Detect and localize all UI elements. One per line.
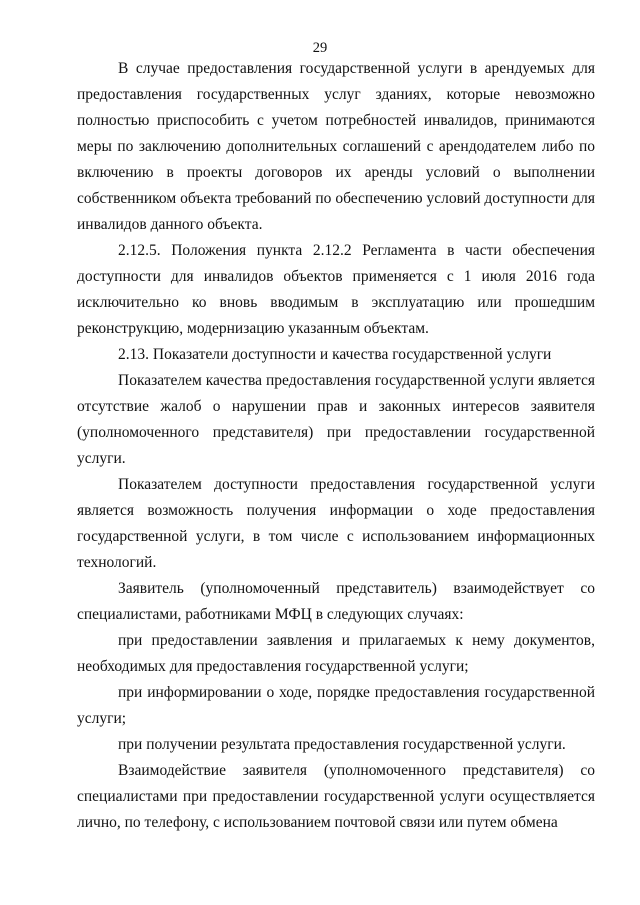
paragraph-2-12-5: 2.12.5. Положения пункта 2.12.2 Регламента в части обеспечения доступности для инвалидов объектов применяется с 1 июля 2016 года исключительно ко вновь вводимым в эксплуатацию или прошедшим реконструкцию, модернизацию указанным объектам.	[77, 242, 595, 337]
paragraph-leased-buildings: В случае предоставления государственной услуги в арендуемых для предоставления государственных услуг зданиях, которые невозможно полностью приспособить с учетом потребностей инвалидов, принимаются меры по заключению дополнительных соглашений с арендодателем либо по включению в проекты договоров их аренды условий о выполнении собственником объекта требований по обеспечению условий доступности для инвалидов данного объекта.	[77, 60, 595, 233]
paragraph-accessibility-indicator: Показателем доступности предоставления государственной услуги является возможность получения информации о ходе предоставления государственной услуги, в том числе с использованием информационных технологий.	[77, 476, 595, 571]
document-body	[77, 56, 595, 836]
page-number: 29	[312, 40, 328, 56]
paragraph-quality-indicator: Показателем качества предоставления государственной услуги является отсутствие жалоб о нарушении прав и законных интересов заявителя (уполномоченного представителя) при предоставлении государственной услуги.	[77, 372, 595, 467]
paragraph-interaction-methods: Взаимодействие заявителя (уполномоченного представителя) со специалистами при предоставлении государственной услуги осуществляется лично, по телефону, с использованием почтовой связи или путем обмена	[77, 762, 595, 831]
paragraph-interaction-cases: Заявитель (уполномоченный представитель) взаимодействует со специалистами, работниками МФЦ в следующих случаях:	[77, 580, 595, 623]
section-heading-2-13: 2.13. Показатели доступности и качества государственной услуги	[118, 346, 552, 363]
list-item-receiving-result: при получении результата предоставления государственной услуги.	[118, 736, 566, 753]
list-item-informing: при информировании о ходе, порядке предоставления государственной услуги;	[77, 684, 595, 727]
list-item-application-submission: при предоставлении заявления и прилагаемых к нему документов, необходимых для предоставления государственной услуги;	[77, 632, 595, 675]
